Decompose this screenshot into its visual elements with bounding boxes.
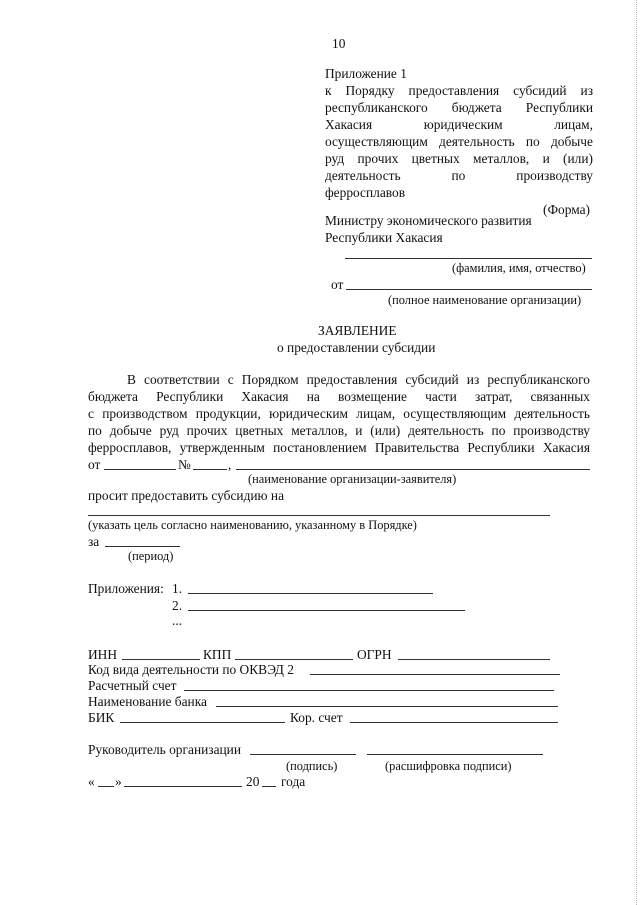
date-year-field[interactable] [262,786,276,787]
attachment-field-1[interactable] [188,593,433,594]
inn-label: ИНН [88,647,118,662]
date-day-field[interactable] [98,786,114,787]
page-number: 10 [332,36,346,51]
applicant-caption: (наименование организации-заявителя) [248,472,457,486]
resolution-number-field[interactable] [193,469,227,470]
purpose-field[interactable] [88,515,550,516]
bank-label: Наименование банка [88,694,207,709]
resolution-date-field[interactable] [104,469,176,470]
appendix-line: деятельность по производству [325,168,593,183]
account-field[interactable] [184,690,554,691]
addressee-line-1: Министру экономического развития [325,213,532,228]
addressee-org-caption: (полное наименование организации) [388,293,582,307]
signature-decode-caption: (расшифровка подписи) [385,759,512,773]
document-title: ЗАЯВЛЕНИЕ [318,323,397,338]
attachment-field-2[interactable] [188,610,465,611]
body-line: бюджета Республики Хакасия на возмещение части затрат, связанных [88,389,590,404]
inn-field[interactable] [122,659,200,660]
kpp-field[interactable] [235,659,353,660]
appendix-line: осуществляющим деятельность по добыче [325,134,593,149]
okved-field[interactable] [310,674,560,675]
okved-label: Код вида деятельности по ОКВЭД 2 [88,662,294,677]
signature-field[interactable] [250,754,356,755]
applicant-name-field[interactable] [236,469,590,470]
account-label: Расчетный счет [88,678,177,693]
appendix-line: Хакасия юридическим лицам, [325,117,593,132]
body-from-label: от [88,457,101,472]
period-for-label: за [88,534,100,549]
date-year-suffix: года [281,774,306,789]
purpose-caption: (указать цель согласно наименованию, указанному в Порядке) [88,518,417,532]
date-quote-open: « [88,774,95,789]
addressee-org-field[interactable] [346,289,592,290]
corr-account-field[interactable] [350,722,558,723]
attachments-ellipsis: ... [172,613,183,628]
request-text: просит предоставить субсидию на [88,488,285,503]
addressee-line-2: Республики Хакасия [325,230,443,245]
ogrn-label: ОГРН [357,647,392,662]
addressee-from-label: от [331,277,344,292]
body-line: по добыче руд прочих цветных металлов, и (или) деятельность по производству [88,423,590,438]
appendix-line: руд прочих цветных металлов, и (или) [325,151,593,166]
appendix-last-line: ферросплавов [325,185,406,200]
body-line: ферросплавов, утвержденным постановлением Правительства Республики Хакасия [88,440,590,455]
head-label: Руководитель организации [88,742,242,757]
attachment-item-number: 1. [172,581,183,596]
addressee-name-caption: (фамилия, имя, отчество) [452,261,586,275]
corr-account-label: Кор. счет [290,710,343,725]
bik-field[interactable] [120,722,285,723]
form-label: (Форма) [543,202,591,217]
signature-caption: (подпись) [286,759,338,773]
document-subtitle: о предоставлении субсидии [277,340,436,355]
appendix-line: к Порядку предоставления субсидий из [325,83,593,98]
kpp-label: КПП [203,647,232,662]
date-month-field[interactable] [124,786,242,787]
bank-field[interactable] [216,706,558,707]
ogrn-field[interactable] [398,659,550,660]
body-line: с производством продукции, юридическим лицам, осуществляющим деятельность [88,406,590,421]
addressee-name-field[interactable] [345,258,592,259]
date-quote-close: » [115,774,122,789]
appendix-line: республиканского бюджета Республики [325,100,593,115]
period-field[interactable] [105,546,180,547]
period-caption: (период) [128,549,174,563]
body-line: В соответствии с Порядком предоставления субсидий из республиканского [127,372,590,387]
date-year-prefix: 20 [246,774,260,789]
bik-label: БИК [88,710,115,725]
attachments-label: Приложения: [88,581,164,596]
attachment-item-number: 2. [172,598,183,613]
signature-decode-field[interactable] [367,754,543,755]
appendix-title: Приложение 1 [325,66,407,81]
body-number-label: № [178,457,191,472]
scan-edge-marks [634,0,637,905]
body-comma: , [228,457,232,472]
